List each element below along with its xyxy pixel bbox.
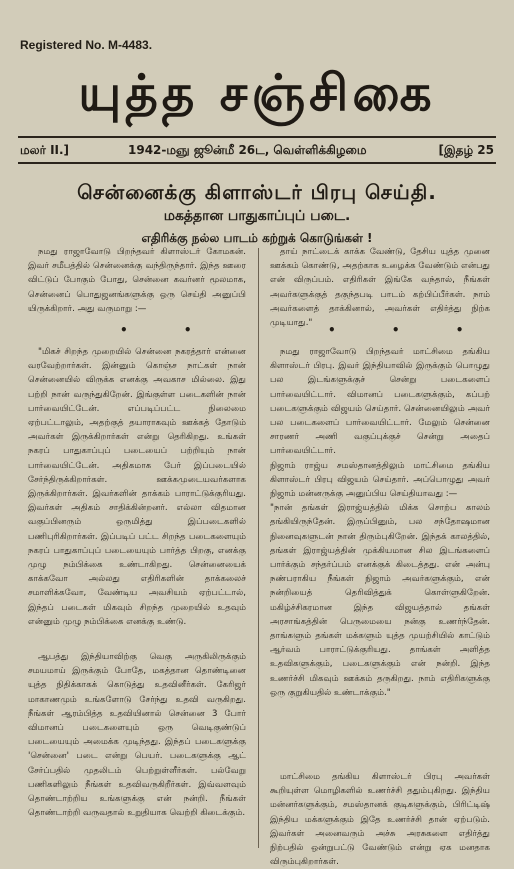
paragraph: நமது ராஜாவோடு பிறந்தவர் கிளாஸ்டர் கோமகன். இவர் சமீபத்தில் சென்னைக்கு வந்திருந்தார். இந்த ஊரை விட்டுப் போகும் போது, சென்னை கவர்னர் மூலமாக, சென்னைப் பொதுஜனங்களுக்கு ஒரு செய்தி அனுப்பி யிருக்கிறார். அது வருமாறு :— — [28, 247, 246, 314]
subheadline: மகத்தான பாதுகாப்புப் படை. — [163, 208, 351, 224]
column-1-bottom — [28, 650, 246, 855]
paragraph: நமது ராஜாவோடு பிறந்தவர் மாட்சிமை தங்கிய கிளாஸ்டர் பிரபு. இவர் இந்தியாவில் இருக்கும் பொழுது பல இடங்களுக்குச் சென்று படைகளைப் பார்வையிட்டார். விமானப் படைகளுக்கும், கப்பற் படைகளுக்கும் விஜயம் செய்தார். சென்னையிலும் அவர் பல படைகளைப் பார்வையிட்டார். மேலும் சென்னை சாரணர் அணி வகுப்புக்குச் சென்று அதைப் பார்வையிட்டார். நிஜாம் ராஜ்ய சமஸ்தானத்திலும் மாட்சிமை தங்கிய கிளாஸ்டர் பிரபு விஜயம் செய்தார். அப்பொழுது அவர் நிஜாம் மன்னருக்கு அனுப்பிய செய்தியாவது :— "நான் தங்கள் இராஜ்யத்தில் மிக்க சொற்ப காலம் தங்கியிருந்தேன். இருப்பினும், பல சந்தோஷமான நினைவுகளுடன் நான் திரும்புகிறேன். இந்தக் காலத்தில், தங்கள் இராஜ்யத்தின் முக்கியமான சில இடங்களைப் பார்க்கும் சந்தர்ப்பம் எனக்குக் கிடைத்தது. என் அன்பு நண்பராகிய நீங்கள் நிஜாம் அவர்களுக்கும், என் நன்றியைத் தெரிவித்துக் கொள்ளுகிறேன். மகிழ்ச்சிகரமான இந்த விஜயத்தால் தங்கள் அரசாங்கத்தின் பெருமையை நன்கு உணர்ந்தேன். தாங்களும் தங்கள் மக்களும் யுத்த முயற்சியில் காட்டும் ஆர்வம் பாராட்டுக்குரியது. தாங்கள் அளித்த உதவிகளுக்கும், படைகளுக்கும் என் நன்றி. இந்த உணர்ச்சி மிகவும் ஊக்கம் தருகிறது. நாம் எதிரிகளுக்கு ஒரு குறுகியதில் உண்டாக்கும்." — [270, 347, 490, 698]
separator-dots-right: • • • — [328, 323, 490, 337]
issue-volume: மலர் II.] — [20, 143, 70, 157]
paragraph: "மிகச் சிறந்த முறையில் சென்னை நகரத்தார் என்னை வரவேற்றார்கள். இன்னும் கொஞ்ச நாட்கள் நான் சென்னையில் விருக்க எனக்கு அவகாச மில்லை. இது பற்றி நான் வருந்துகிறேன். இங்குள்ள படைகளின் நான் பார்வையிட்டேன். எப்படிப்பட்ட நிலைமை ஏற்பட்டாலும், அதற்குத் தயாராகவும் ஊக்கத் தோடும் அவர்கள் இருக்கிறார்கள் என்று தெரிகிறது. உங்கள் நகரப் பாதுகாப்புப் படையைப் பற்றியும் நான் பார்வையிட்டேன். அதிகமாக பேர் இப்படையில் சேர்ந்திருக்கிறார்கள். ஊக்கமுடையவர்களாக இருக்கிறார்கள். இவர்களின் தாக்கம் பாராட்டுக்குரியது. இவர்கள் அதிகம் சாதிக்கின்றனர். எல்லா விதமான வகுப்பினரும் ஒருமித்து இப்படைகளில் பணிபுரிகிறார்கள். இப்படிப் பட்ட சிறந்த படைகளையும் நகரப் பாதுகாப்புப் படையையும் பார்த்த பிறகு, எனக்கு முழு நம்பிக்கை உண்டாகிறது. சென்னையைக் காக்கவோ அல்லது எதிரிகளின் தாக்கலைச் சமாளிக்கவோ, வேண்டிய அவசியம் ஏற்பட்டால், இந்தப் படைகள் மிகவும் சிறந்த முறையில் உதவும் என்னும் முழு நம்பிக்கை எனக்கு உண்டு. — [28, 347, 246, 627]
issue-date: 1942-மஞு ஜூன்மீ 26ட, வெள்ளிக்கிழமை — [128, 143, 367, 157]
registration-number: Registered No. M-4483. — [20, 38, 153, 52]
newspaper-title: யுத்த சஞ்சிகை — [78, 64, 436, 122]
headline: சென்னைக்கு கிளாஸ்டர் பிரபு செய்தி. — [77, 180, 437, 204]
bottom-rule — [18, 162, 496, 164]
paragraph: ஆபத்து இந்தியாவிற்கு வெகு அருகிலிருக்கும் சமயமாய் இருக்கும் போதே, மகத்தான தொண்டினை யுத்த நிதிக்காகக் கொடுத்து உதவினீர்கள். கேரிஜர் மாகாணமும் உங்களோடு சேர்ந்து உதவி வருகிறது. நீங்கள் ஆரம்பித்த உதவியினால் சென்னை 3 போர் விமானப் படைகளையும் ஒரு வெடிகுண்டுப் படையையும் அமைக்க முடிந்தது. இந்தப் படைகளுக்கு 'சென்னை' படை என்று பெயர். படைகளுக்கு ஆட் சேர்ப்பதில் முதலிடம் பெற்றுள்ளீர்கள். பல்வேறு பணிகளிலும் நீங்கள் உதவிவருகிறீர்கள். இவ்வளவும் தொண்டாற்றிய உங்களுக்கு என் நன்றி. நீங்கள் தொண்டாற்றி வருவதால் உறுதியாக வெற்றி கிடைக்கும். — [28, 652, 246, 819]
column-2-intro — [270, 245, 490, 329]
paragraph: மாட்சிமை தங்கிய கிளாஸ்டர் பிரபு அவர்கள் கூறியுள்ள மொழிகளில் உணர்ச்சி ததும்புகிறது. இந்திய மன்னர்களுக்கும், சமஸ்தானக் குடிகளுக்கும், பிரிட்டிஷ் இந்திய மக்களுக்கும் இதே உணர்ச்சி தான் ஏற்படும். இவர்கள் அனைவரும் அச்சு அரசுகளை எதிர்த்து நிற்பதில் ஒன்றுபட்டு வேண்டும் என்று ஏக மனதாக விரும்புகிறார்கள். — [270, 772, 490, 868]
paragraph: தாய் நாட்டைக் காக்க வேண்டு, தேசிய யுத்த முனை ஊக்கம் கொண்டு, அதற்காக உழைக்க வேண்டும் என்பது என் விருப்பம். எதிரிகள் இங்கே வந்தால், நீங்கள் அவர்களுக்குத் தகுந்தபடி பாடம் கற்பிப்பீர்கள். நாம் அவர்களைத் தாக்கினால், அவர்கள் எதிர்த்து நிற்க முடியாது." — [270, 247, 490, 329]
slogan: எதிரிக்கு நல்ல பாடம் கற்றுக் கொடுங்கள் ! — [141, 231, 373, 245]
column-2-main — [270, 345, 490, 755]
column-divider — [258, 248, 259, 848]
column-2-bottom — [270, 770, 490, 868]
top-rule — [18, 136, 496, 138]
separator-dots-left: • • — [120, 323, 218, 337]
column-1-quote — [28, 345, 246, 627]
column-1-intro — [28, 245, 246, 315]
issue-number: [இதழ் 25 — [438, 143, 494, 157]
